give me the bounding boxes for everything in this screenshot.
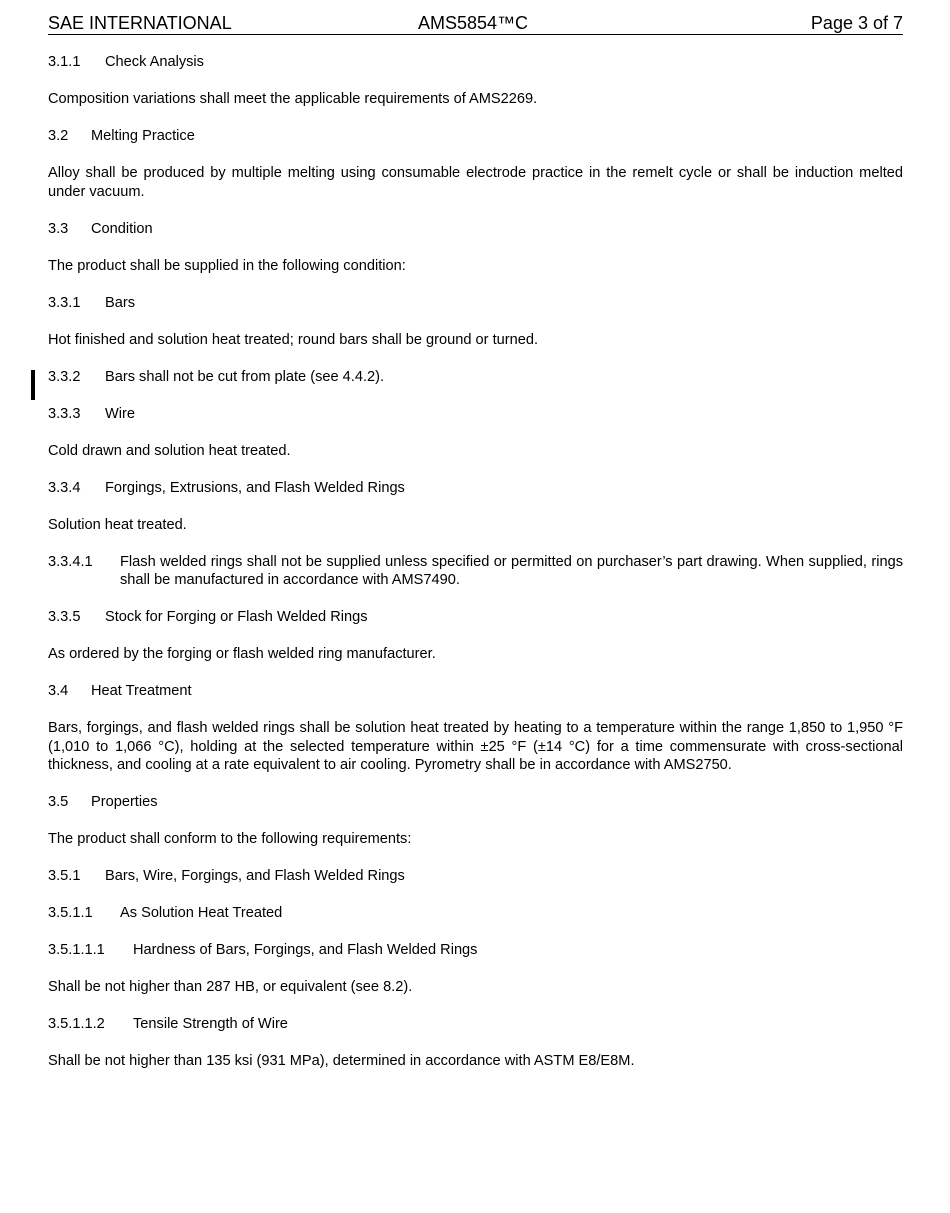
section-heading: 3.3.1 Bars xyxy=(48,294,136,311)
section-heading: 3.5.1 Bars, Wire, Forgings, and Flash Welded Rings xyxy=(48,868,405,884)
paragraph: As ordered by the forging or flash welded ring manufacturer. xyxy=(48,646,436,662)
paragraph: The product shall be supplied in the following condition: xyxy=(48,257,406,274)
header-page-number: Page 3 of 7 xyxy=(810,13,903,33)
paragraph: Alloy shall be produced by multiple melting using consumable electrode practice in the remelt cycle or shall be induction melted under vacuum. xyxy=(48,165,903,200)
paragraph: Shall be not higher than 287 HB, or equivalent (see 8.2). xyxy=(48,979,413,995)
section-heading: 3.3 Condition xyxy=(48,220,153,237)
section-heading: 3.3.4 Forgings, Extrusions, and Flash Welded Rings xyxy=(48,479,405,496)
section-heading: 3.3.5 Stock for Forging or Flash Welded Rings xyxy=(48,609,368,625)
section-heading: 3.5.1.1.2 Tensile Strength of Wire xyxy=(48,1016,288,1032)
header-doc-number: AMS5854™C xyxy=(418,13,529,33)
section-heading: 3.5 Properties xyxy=(48,794,158,810)
paragraph: Cold drawn and solution heat treated. xyxy=(48,442,291,459)
paragraph: Solution heat treated. xyxy=(48,516,187,533)
section-heading: 3.1.1 Check Analysis xyxy=(48,54,204,70)
document-body xyxy=(48,53,903,1089)
section-heading: 3.3.2 Bars shall not be cut from plate (see 4.4.2). xyxy=(48,368,385,385)
paragraph: Bars, forgings, and flash welded rings shall be solution heat treated by heating to a temperature within the range 1,850 to 1,950 °F (1,010 to 1,066 °C), holding at the selected temperature within ±25 °F (±14 °C) for a time commensurate with cross-sectional thickness, and cooling at a rate equivalent to air cooling. Pyrometry shall be in accordance with AMS2750. xyxy=(48,720,903,773)
paragraph: Composition variations shall meet the applicable requirements of AMS2269. xyxy=(48,91,538,107)
header-org: SAE INTERNATIONAL xyxy=(48,13,232,33)
section-heading: 3.4 Heat Treatment xyxy=(48,683,192,699)
numbered-paragraph: 3.3.4.1 Flash welded rings shall not be supplied unless specified or permitted on purchaser’s part drawing. When supplied, rings shall be manufactured in accordance with AMS7490. xyxy=(48,553,903,588)
section-heading: 3.5.1.1 As Solution Heat Treated xyxy=(48,905,283,921)
paragraph: The product shall conform to the following requirements: xyxy=(48,831,412,847)
page-header xyxy=(48,12,903,35)
section-heading: 3.3.3 Wire xyxy=(48,405,135,422)
paragraph: Shall be not higher than 135 ksi (931 MPa), determined in accordance with ASTM E8/E8M. xyxy=(48,1053,635,1069)
section-heading: 3.5.1.1.1 Hardness of Bars, Forgings, and Flash Welded Rings xyxy=(48,942,478,958)
section-heading: 3.2 Melting Practice xyxy=(48,128,195,144)
revision-change-bar xyxy=(31,370,35,400)
paragraph: Hot finished and solution heat treated; round bars shall be ground or turned. xyxy=(48,331,539,348)
